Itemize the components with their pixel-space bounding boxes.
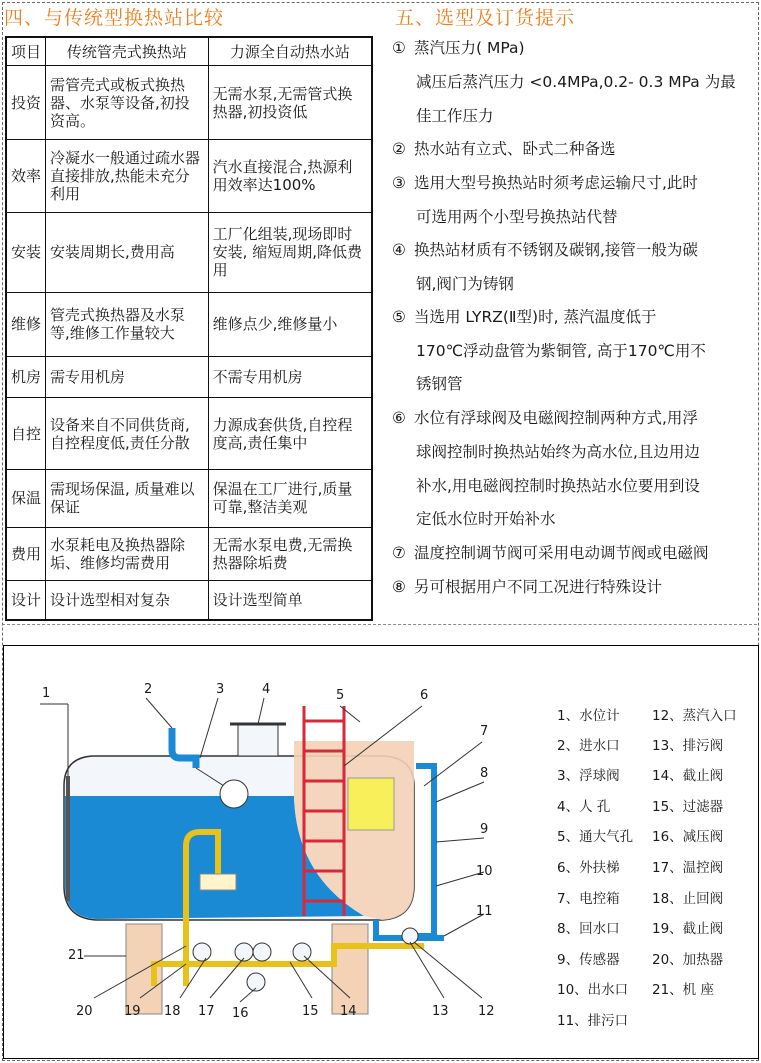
legend-item: 9、传感器 — [557, 952, 620, 968]
legend-item: 2、进水口 — [557, 738, 620, 754]
drain-valve — [402, 928, 418, 944]
legend-item: 11、排污口 — [557, 1013, 629, 1029]
table-row — [6, 292, 372, 356]
legend-item: 3、浮球阀 — [557, 768, 620, 784]
callout-label: 17 — [198, 1004, 215, 1019]
tip-number: ⑤ — [392, 308, 406, 326]
tip-text: 定低水位时开始补水 — [416, 510, 556, 528]
tip-text: 佳工作压力 — [416, 107, 494, 125]
tip-text: 选用大型号换热站时须考虑运输尺寸,此时 — [414, 174, 698, 192]
table-cell: 设计 — [6, 581, 46, 620]
table-row — [6, 212, 372, 292]
tip-text: 水位有浮球阀及电磁阀控制两种方式,用浮 — [414, 409, 698, 427]
table-cell: 自控 — [6, 397, 46, 469]
table-row — [6, 140, 372, 212]
table-cell: 维修点少,维修量小 — [208, 292, 372, 356]
table-cell: 工厂化组装,现场即时安装, 缩短周期,降低费用 — [208, 212, 372, 292]
tip-item — [392, 171, 698, 193]
legend-item: 12、蒸汽入口 — [652, 708, 737, 724]
return-outlet-pipe — [416, 766, 434, 936]
legend-item: 16、减压阀 — [652, 829, 724, 845]
tip-text: 锈钢管 — [416, 375, 463, 393]
legend-item: 20、加热器 — [652, 952, 724, 968]
callout-label: 2 — [144, 682, 153, 697]
legend-item: 7、电控箱 — [557, 891, 620, 907]
table-cell: 冷凝水一般通过疏水器直接排放,热能未充分利用 — [46, 140, 209, 212]
legend-item: 17、温控阀 — [652, 860, 724, 876]
tip-number: ⑦ — [392, 544, 406, 562]
tip-item — [392, 575, 662, 597]
legend-item: 4、人 孔 — [557, 799, 611, 815]
float-ball — [220, 780, 248, 808]
table-cell: 设计选型相对复杂 — [46, 581, 209, 620]
callout-label: 20 — [76, 1004, 93, 1019]
table-cell: 保温 — [6, 470, 46, 528]
legend-item: 6、外扶梯 — [557, 860, 620, 876]
tip-text: 可选用两个小型号换热站代替 — [416, 208, 618, 226]
table-cell: 设备来自不同供货商,自控程度低,责任分散 — [46, 397, 209, 469]
tip-text: 钢,阀门为铸钢 — [416, 275, 514, 293]
tip-number: ⑥ — [392, 409, 406, 427]
callout-label: 13 — [432, 1004, 449, 1019]
callout-label: 3 — [216, 682, 225, 697]
table-cell: 无需水泵,无需管式换热器,初投资低 — [208, 66, 372, 140]
tip-number: ⑧ — [392, 578, 406, 596]
legend-item: 10、出水口 — [557, 982, 629, 998]
table-cell: 投资 — [6, 66, 46, 140]
legend-item: 1、水位计 — [557, 708, 620, 724]
table-row — [6, 470, 372, 528]
table-cell: 水泵耗电及换热器除垢、维修均需费用 — [46, 527, 209, 581]
table-row — [6, 581, 372, 620]
ordering-tips-title: 五、选型及订货提示 — [395, 7, 576, 29]
table-header-cell: 传统管壳式换热站 — [46, 37, 209, 66]
manhole — [238, 724, 278, 756]
table-row — [6, 397, 372, 469]
table-header-cell: 力源全自动热水站 — [208, 37, 372, 66]
control-box — [348, 778, 394, 830]
tip-text: 蒸汽压力( MPa) — [414, 39, 525, 57]
callout-label: 5 — [336, 688, 345, 703]
tip-item — [392, 238, 698, 260]
table-cell: 机房 — [6, 356, 46, 397]
table-cell: 安装周期长,费用高 — [46, 212, 209, 292]
callout-label: 7 — [480, 724, 489, 739]
callout-label: 10 — [476, 864, 493, 879]
table-row — [6, 356, 372, 397]
callout-label: 1 — [42, 686, 51, 701]
callout-label: 15 — [302, 1004, 319, 1019]
table-row — [6, 66, 372, 140]
machine-base-right — [332, 924, 368, 1014]
tip-text: 减压后蒸汽压力 <0.4MPa,0.2- 0.3 MPa 为最 — [416, 73, 736, 91]
tip-text: 球阀控制时换热站始终为高水位,且边用边 — [416, 443, 700, 461]
table-cell: 需管壳式或板式换热器、水泵等设备,初投资高。 — [46, 66, 209, 140]
table-row — [6, 527, 372, 581]
table-cell: 汽水直接混合,热源利用效率达100% — [208, 140, 372, 212]
legend-item: 8、回水口 — [557, 921, 620, 937]
table-cell: 力源成套供货,自控程度高,责任集中 — [208, 397, 372, 469]
tip-text: 温度控制调节阀可采用电动调节阀或电磁阀 — [414, 544, 709, 562]
legend-item: 18、止回阀 — [652, 891, 724, 907]
tip-item — [392, 137, 616, 159]
tip-item — [392, 406, 698, 428]
legend-item: 19、截止阀 — [652, 921, 724, 937]
heater — [200, 874, 236, 890]
table-cell: 无需水泵电费,无需换热器除垢费 — [208, 527, 372, 581]
callout-label: 4 — [262, 682, 271, 697]
table-cell: 不需专用机房 — [208, 356, 372, 397]
legend-item: 21、机 座 — [652, 982, 714, 998]
heat-station-diagram — [4, 646, 758, 1058]
section-divider — [2, 624, 757, 625]
callout-label: 8 — [480, 766, 489, 781]
table-cell: 保温在工厂进行,质量可靠,整洁美观 — [208, 470, 372, 528]
callout-label: 16 — [232, 1006, 249, 1021]
tip-text: 另可根据用户不同工况进行特殊设计 — [414, 578, 663, 596]
tip-item — [392, 541, 709, 563]
tip-item — [392, 305, 656, 327]
callout-label: 21 — [68, 948, 85, 963]
tip-text: 170℃浮动盘管为紫铜管, 高于170℃用不 — [416, 342, 706, 360]
callout-label: 11 — [476, 904, 493, 919]
tip-number: ② — [392, 140, 406, 158]
table-header-row — [6, 37, 372, 66]
table-cell: 效率 — [6, 140, 46, 212]
callout-label: 12 — [478, 1004, 495, 1019]
callout-label: 18 — [164, 1004, 181, 1019]
tip-item — [392, 36, 525, 58]
table-cell: 费用 — [6, 527, 46, 581]
legend-item: 5、通大气孔 — [557, 829, 634, 845]
callout-label: 6 — [420, 688, 429, 703]
heat-station-diagram-panel — [3, 645, 759, 1059]
legend-item: 15、过滤器 — [652, 799, 724, 815]
table-cell: 管壳式换热器及水泵等,维修工作量较大 — [46, 292, 209, 356]
tip-number: ① — [392, 39, 406, 57]
table-cell: 需现场保温, 质量难以保证 — [46, 470, 209, 528]
table-header-cell: 项目 — [6, 37, 46, 66]
tip-text: 补水,用电磁阀控制时换热站水位要用到设 — [416, 477, 700, 495]
tip-text: 当选用 LYRZ(Ⅱ型)时, 蒸汽温度低于 — [414, 308, 657, 326]
table-cell: 设计选型简单 — [208, 581, 372, 620]
tip-number: ④ — [392, 241, 406, 259]
comparison-title: 四、与传统型换热站比较 — [4, 7, 225, 29]
callout-label: 14 — [340, 1004, 357, 1019]
tip-text: 热水站有立式、卧式二种备选 — [414, 140, 616, 158]
table-cell: 安装 — [6, 212, 46, 292]
table-cell: 维修 — [6, 292, 46, 356]
comparison-table — [5, 36, 373, 621]
callout-label: 19 — [124, 1004, 141, 1019]
callout-label: 9 — [480, 822, 489, 837]
legend-item: 14、截止阀 — [652, 768, 724, 784]
tip-text: 换热站材质有不锈钢及碳钢,接管一般为碳 — [414, 241, 698, 259]
tip-number: ③ — [392, 174, 406, 192]
legend-item: 13、排污阀 — [652, 738, 724, 754]
table-cell: 需专用机房 — [46, 356, 209, 397]
